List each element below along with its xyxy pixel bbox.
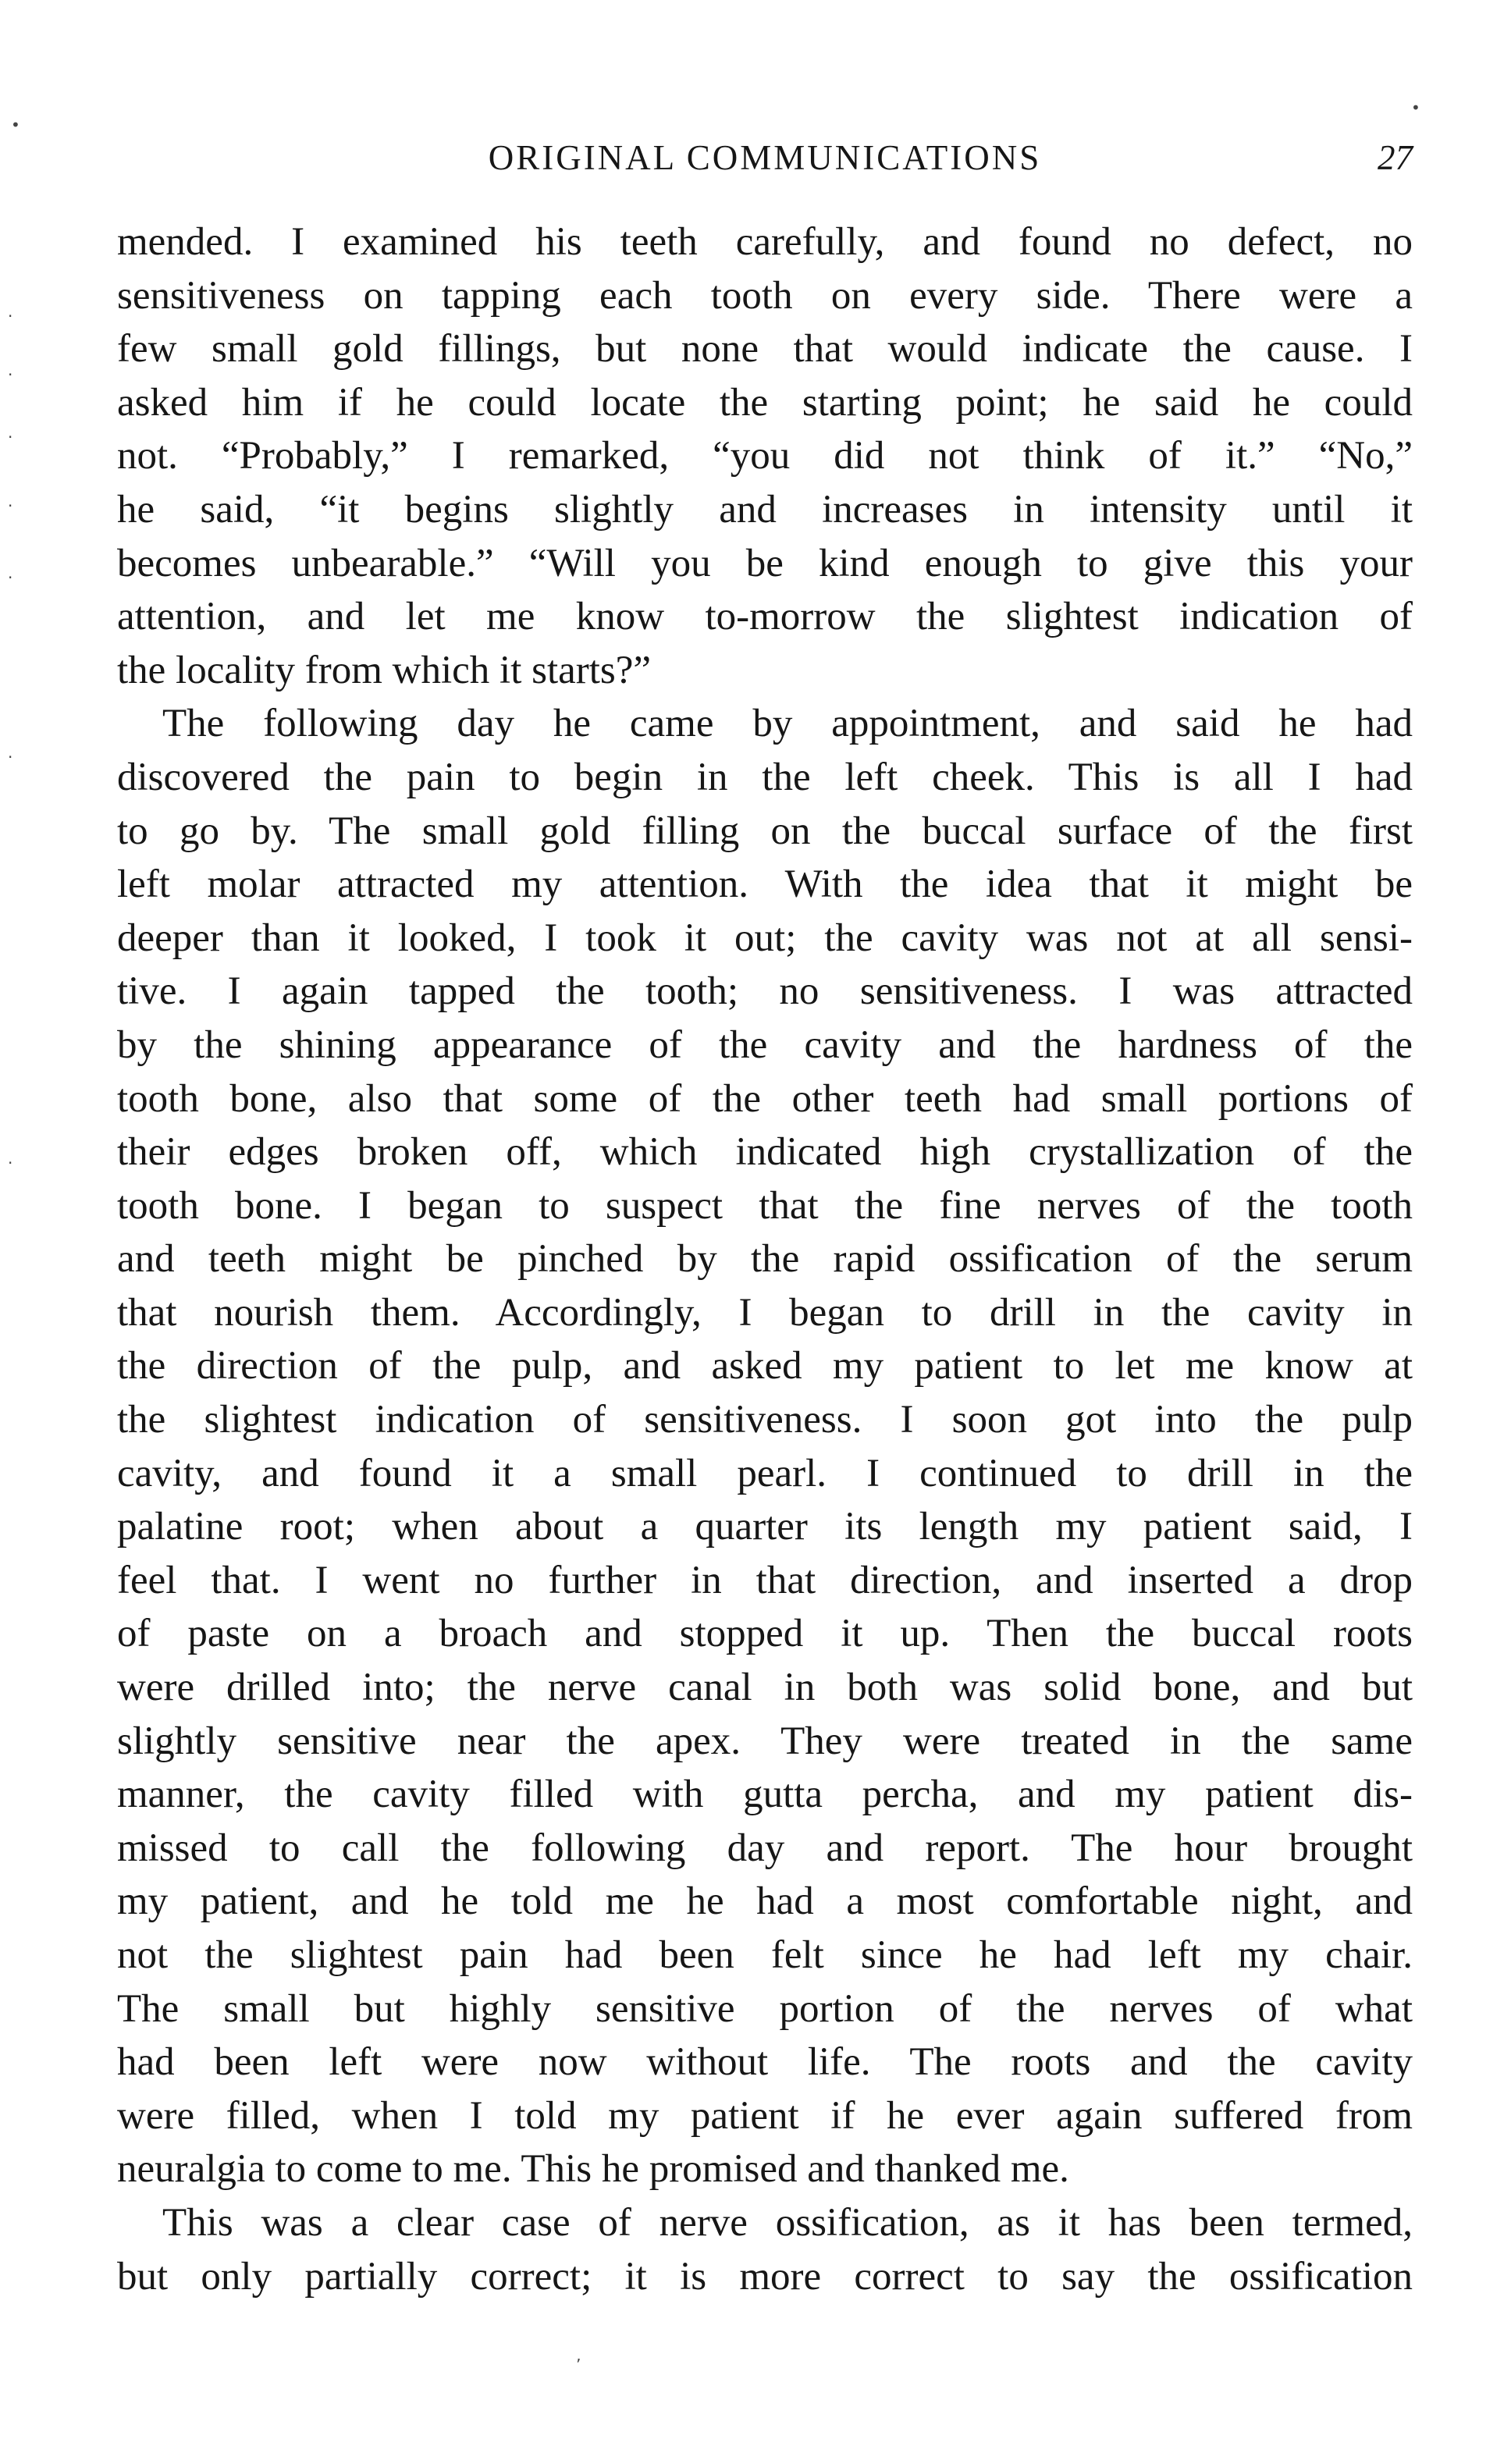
text-line: tive. I again tapped the tooth; no sensitiveness. I was attracted: [117, 969, 1413, 1014]
text-line: had been left were now without life. The roots and the cavity: [117, 2040, 1413, 2085]
text-line: my patient, and he told me he had a most comfortable night, and: [117, 1879, 1413, 1924]
text-line: few small gold fillings, but none that would indicate the cause. I: [117, 327, 1413, 372]
text-line: the direction of the pulp, and asked my patient to let me know at: [117, 1344, 1413, 1388]
text-line: not. “Probably,” I remarked, “you did not think of it.” “No,”: [117, 434, 1413, 478]
text-line: cavity, and found it a small pearl. I continued to drill in the: [117, 1451, 1413, 1495]
text-line: discovered the pain to begin in the left cheek. This is all I had: [117, 755, 1413, 799]
text-line: This was a clear case of nerve ossification, as it has been termed,: [162, 2200, 1413, 2245]
text-line: sensitiveness on tapping each tooth on every side. There were a: [117, 273, 1413, 318]
margin-speck-top-left: •: [11, 116, 20, 134]
text-line: were filled, when I told my patient if he ever again suffered from: [117, 2093, 1413, 2138]
text-line: mended. I examined his teeth carefully, and found no defect, no: [117, 220, 1413, 264]
paragraph-nerve-ossification: [117, 2196, 1413, 2303]
text-line: asked him if he could locate the starting point; he said he could: [117, 380, 1413, 425]
text-line: The small but highly sensitive portion of the nerves of what: [117, 1986, 1413, 2031]
text-line: not the slightest pain had been felt since he had left my chair.: [117, 1933, 1413, 1977]
margin-speck-bottom: ’: [576, 2356, 581, 2374]
margin-speck-left-3: ·: [8, 428, 13, 446]
margin-speck-left-2: ·: [8, 365, 13, 384]
page-number: 27: [1378, 138, 1413, 177]
paragraph-following-day: [117, 697, 1413, 2196]
margin-speck-left-7: ·: [8, 1154, 13, 1172]
text-line: tooth bone. I began to suspect that the fine nerves of the tooth: [117, 1183, 1413, 1228]
margin-speck-left-5: ·: [8, 568, 13, 587]
margin-speck-left-4: ·: [8, 496, 13, 515]
text-line: neuralgia to come to me. This he promised and thanked me.: [117, 2147, 1069, 2192]
text-line: he said, “it begins slightly and increases in intensity until it: [117, 487, 1413, 532]
text-line: deeper than it looked, I took it out; the cavity was not at all sensi-: [117, 916, 1413, 960]
text-line: missed to call the following day and report. The hour brought: [117, 1826, 1413, 1870]
paragraph-continued: [117, 215, 1413, 697]
margin-speck-top-right: •: [1411, 98, 1420, 117]
margin-speck-left-1: ·: [8, 307, 13, 325]
running-head-title: ORIGINAL COMMUNICATIONS: [488, 138, 1042, 177]
text-line: and teeth might be pinched by the rapid ossification of the serum: [117, 1237, 1413, 1282]
text-line: of paste on a broach and stopped it up. Then the buccal roots: [117, 1612, 1413, 1656]
text-line: slightly sensitive near the apex. They were treated in the same: [117, 1719, 1413, 1763]
text-line: by the shining appearance of the cavity and the hardness of the: [117, 1022, 1413, 1067]
text-line: feel that. I went no further in that direction, and inserted a drop: [117, 1558, 1413, 1602]
text-line: but only partially correct; it is more correct to say the ossification: [117, 2254, 1413, 2299]
text-line: the slightest indication of sensitiveness. I soon got into the pulp: [117, 1398, 1413, 1442]
text-line: their edges broken off, which indicated high crystallization of the: [117, 1130, 1413, 1175]
text-line: tooth bone, also that some of the other teeth had small portions of: [117, 1076, 1413, 1121]
margin-speck-left-6: ·: [8, 748, 13, 766]
body-text: [117, 215, 1413, 2303]
text-line: left molar attracted my attention. With the idea that it might be: [117, 862, 1413, 907]
text-line: the locality from which it starts?”: [117, 648, 652, 692]
text-line: The following day he came by appointment, and said he had: [162, 702, 1413, 746]
text-line: to go by. The small gold filling on the buccal surface of the first: [117, 809, 1413, 853]
text-line: attention, and let me know to-morrow the slightest indication of: [117, 595, 1413, 639]
text-line: becomes unbearable.” “Will you be kind enough to give this your: [117, 541, 1413, 585]
text-line: manner, the cavity filled with gutta percha, and my patient dis-: [117, 1772, 1413, 1817]
text-line: that nourish them. Accordingly, I began to drill in the cavity in: [117, 1290, 1413, 1335]
text-line: were drilled into; the nerve canal in both was solid bone, and but: [117, 1666, 1413, 1710]
text-line: palatine root; when about a quarter its length my patient said, I: [117, 1505, 1413, 1549]
running-head: [117, 134, 1413, 189]
